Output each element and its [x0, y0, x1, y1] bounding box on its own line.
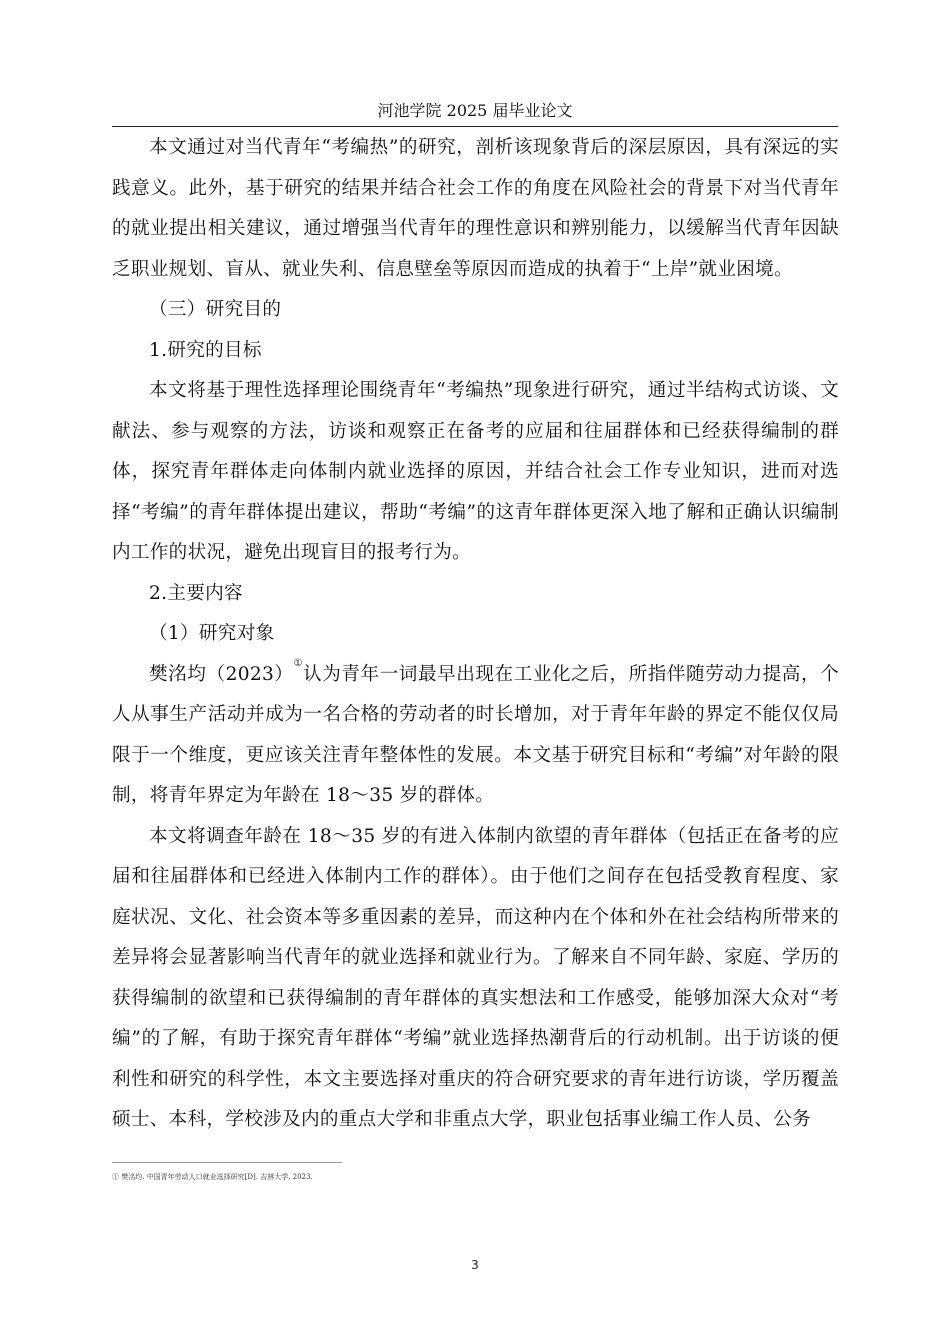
citation-continuation: 认为青年一词最早出现在工业化之后，所指伴随劳动力提高，个人从事生产活动并成为一名合格的劳动者的时长增加，对于青年年龄的界定不能仅仅局限于一个维度，更应该关注青年整体性的发展。本文基于研究目标和“考编”对年龄的限制，将青年界定为年龄在 18～35 岁的群体。 [112, 663, 839, 806]
paragraph-youth-definition [112, 655, 839, 817]
paragraph-significance: 本文通过对当代青年“考编热”的研究，剖析该现象背后的深层原因，具有深远的实践意义。此外，基于研究的结果并结合社会工作的角度在风险社会的背景下对当代青年的就业提出相关建议，通过增强当代青年的理性意识和辨别能力，以缓解当代青年因缺乏职业规划、盲从、就业失利、信息壁垒等原因而造成的执着于“上岸”就业困境。 [112, 137, 839, 280]
subheading-main-content: 2.主要内容 [149, 582, 243, 604]
paragraph-survey-subjects: 本文将调查年龄在 18～35 岁的有进入体制内欲望的青年群体（包括正在备考的应届和往届群体和已经进入体制内工作的群体）。由于他们之间存在包括受教育程度、家庭状况、文化、社会资本等多重因素的差异，而这种内在个体和外在社会结构所带来的差异将会显著影响当代青年的就业选择和就业行为。了解来自不同年龄、家庭、学历的获得编制的欲望和已获得编制的青年群体的真实想法和工作感受，能够加深大众对“考编”的了解，有助于探究青年群体“考编”就业选择热潮背后的行动机制。出于访谈的便利性和研究的科学性，本文主要选择对重庆的符合研究要求的青年进行访谈，学历覆盖硕士、本科，学校涉及内的重点大学和非重点大学，职业包括事业编工作人员、公务 [112, 825, 839, 1130]
subheading-research-object: （1）研究对象 [149, 623, 275, 644]
header-divider [112, 126, 838, 127]
paragraph-research-goal: 本文将基于理性选择理论围绕青年“考编热”现象进行研究，通过半结构式访谈、文献法、参与观察的方法，访谈和观察正在备考的应届和往届群体和已经获得编制的群体，探究青年群体走向体制内就业选择的原因，并结合社会工作专业知识，进而对选择“考编”的青年群体提出建议，帮助“考编”的这青年群体更深入地了解和正确认识编制内工作的状况，避免出现盲目的报考行为。 [112, 380, 839, 563]
footnote: ① 樊洺均. 中国青年劳动人口就业选择研究[D]. 吉林大学, 2023. [112, 1173, 313, 1181]
page-number: 3 [471, 1258, 479, 1272]
running-header: 河池学院 2025 届毕业论文 [377, 101, 573, 120]
citation-text: 樊洺均（2023） [149, 663, 294, 685]
footnote-divider [112, 1162, 342, 1163]
document-body [112, 128, 839, 1141]
section-heading-research-purpose: （三）研究目的 [149, 299, 282, 320]
footnote-reference-mark[interactable]: ① [293, 657, 304, 669]
subheading-research-goal: 1.研究的目标 [149, 339, 262, 361]
